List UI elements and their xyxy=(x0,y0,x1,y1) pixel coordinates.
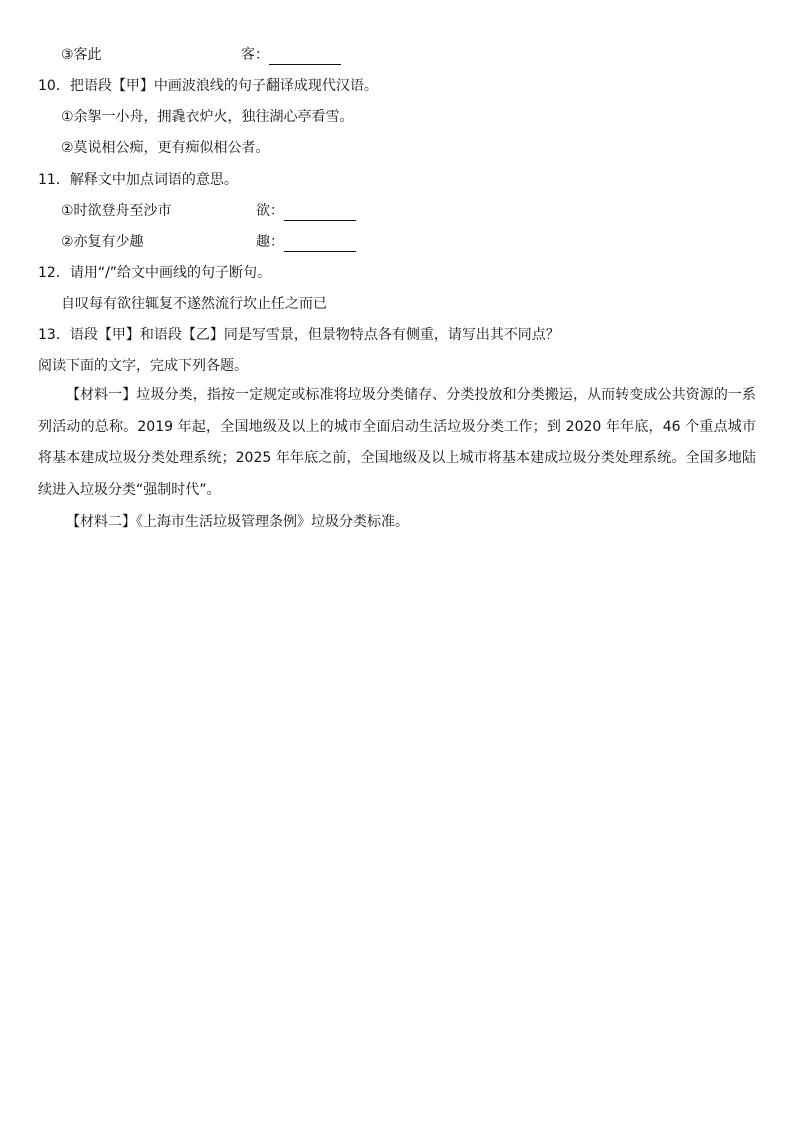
reading-intro: 阅读下面的文字，完成下列各题。 xyxy=(38,358,248,374)
q12-sentence: 自叹每有欲往辄复不遂然流行坎止任之而已 xyxy=(61,296,327,312)
q11-item2-label xyxy=(256,232,356,252)
q12-title: 12．请用“/”给文中画线的句子断句。 xyxy=(38,265,272,281)
material-two-paragraph: 【材料二】《上海市生活垃圾管理条例》垃圾分类标准。 xyxy=(66,514,409,530)
q13-title: 13．语段【甲】和语段【乙】同是写雪景，但景物特点各有侧重，请写出其不同点？ xyxy=(38,327,560,343)
q11-item2-text: ②亦复有少趣 xyxy=(61,234,144,250)
q9-item3-label-text: 客： xyxy=(241,47,269,63)
q9-item3-answer-blank[interactable] xyxy=(269,48,341,65)
q11-item1-label xyxy=(256,201,356,221)
q10-item1: ①余挐一小舟，拥毳衣炉火，独往湖心亭看雪。 xyxy=(61,109,354,125)
q9-item3-label xyxy=(241,45,341,65)
q11-item1-label-text: 欲： xyxy=(256,203,284,219)
q11-item2-label-text: 趣： xyxy=(256,234,284,250)
q11-title: 11．解释文中加点词语的意思。 xyxy=(38,172,238,188)
q11-item2-answer-blank[interactable] xyxy=(284,235,356,252)
q11-item1-text: ①时欲登舟至沙市 xyxy=(61,203,172,219)
q10-item2: ②莫说相公痴，更有痴似相公者。 xyxy=(61,140,270,156)
q11-item1-answer-blank[interactable] xyxy=(284,204,356,221)
q10-title: 10．把语段【甲】中画波浪线的句子翻译成现代汉语。 xyxy=(38,78,378,94)
q9-item3-text: ③客此 xyxy=(61,47,102,63)
material-one-paragraph: 【材料一】垃圾分类，指按一定规定或标准将垃圾分类储存、分类投放和分类搬运，从而转变成公共资源的一系列活动的总称。2019 年起，全国地级及以上的城市全面启动生活垃圾分类工作；到 2020 年年底，46 个重点城市将基本建成垃圾分类处理系统；2025 年年底之前，全国地级及以上城市将基本建成垃圾分类处理系统。全国多地陆续进入垃圾分类“强制时代”。 xyxy=(38,387,756,498)
